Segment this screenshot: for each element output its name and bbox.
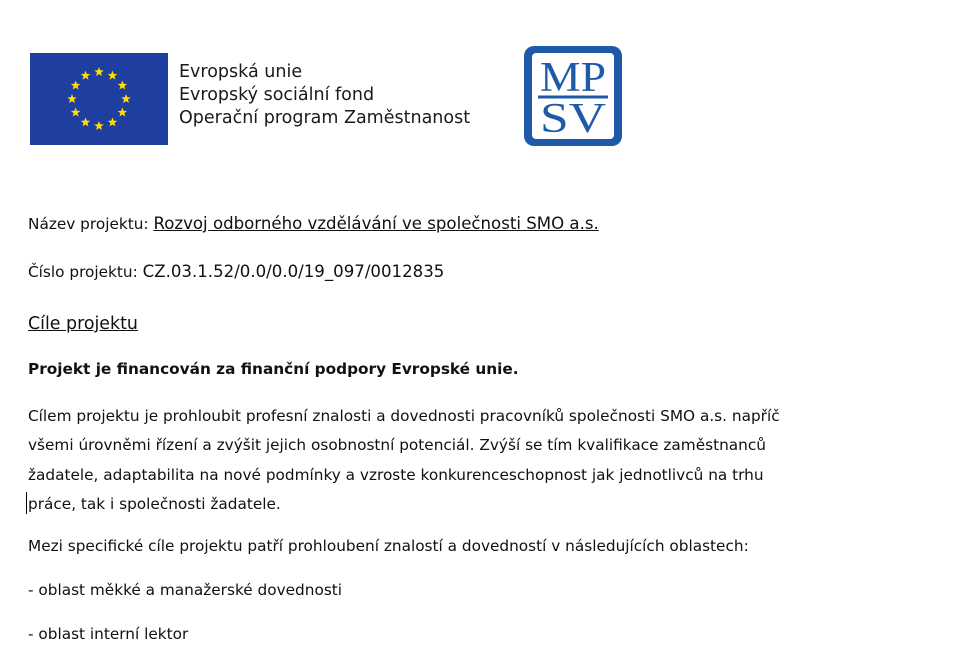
- eu-star-icon: [94, 67, 104, 76]
- eu-star-icon: [71, 81, 81, 90]
- mpsv-logo-top: MP: [540, 55, 606, 101]
- goal-paragraph-line: žadatele, adaptabilita na nové podmínky a vzroste konkurenceschopnost jak jednotlivců na trhu: [28, 465, 764, 484]
- funding-line: Projekt je financován za finanční podpory Evropské unie.: [28, 360, 519, 378]
- eu-star-icon: [118, 81, 128, 90]
- project-name-label: Název projektu:: [28, 215, 154, 233]
- eu-star-icon: [118, 108, 128, 117]
- eu-logo-line-2: Evropský sociální fond: [179, 85, 375, 105]
- eu-star-icon: [108, 71, 118, 80]
- goal-paragraph-line: práce, tak i společnosti žadatele.: [28, 494, 281, 513]
- goal-paragraph: [28, 402, 928, 519]
- goals-heading: Cíle projektu: [28, 314, 138, 334]
- project-name-value: Rozvoj odborného vzdělávání ve společnosti SMO a.s.: [153, 214, 599, 233]
- project-number-value: CZ.03.1.52/0.0/0.0/19_097/0012835: [142, 262, 445, 281]
- project-number-label: Číslo projektu:: [28, 263, 143, 281]
- eu-star-icon: [67, 94, 77, 103]
- eu-logo-line-3: Operační program Zaměstnanost: [179, 108, 471, 128]
- goal-paragraph-line: všemi úrovněmi řízení a zvýšit jejich osobnostní potenciál. Zvýší se tím kvalifikace zaměstnanců: [28, 436, 766, 455]
- eu-star-icon: [81, 71, 91, 80]
- eu-star-icon: [71, 108, 81, 117]
- project-number-line: [28, 262, 444, 282]
- eu-star-icon: [121, 94, 131, 103]
- text-cursor: [26, 492, 27, 514]
- eu-logo-text: [179, 61, 470, 130]
- eu-star-icon: [94, 121, 104, 130]
- eu-logo-line-1: Evropská unie: [179, 62, 303, 82]
- goal-paragraph-line: Cílem projektu je prohloubit profesní znalosti a dovednosti pracovníků společnosti SMO a.s. napříč: [28, 407, 780, 425]
- eu-flag-icon: [30, 53, 168, 145]
- eu-star-icon: [81, 117, 91, 126]
- list-item: - oblast měkké a manažerské dovednosti: [28, 581, 343, 599]
- list-item: - oblast interní lektor: [28, 625, 189, 643]
- eu-star-icon: [108, 117, 118, 126]
- mpsv-logo: [524, 46, 622, 146]
- mpsv-logo-bottom: SV: [540, 96, 606, 142]
- project-name-line: [28, 214, 599, 234]
- eu-esf-logo: [30, 53, 500, 147]
- specific-goals-intro: Mezi specifické cíle projektu patří prohloubení znalostí a dovedností v následujících oblastech:: [28, 537, 749, 555]
